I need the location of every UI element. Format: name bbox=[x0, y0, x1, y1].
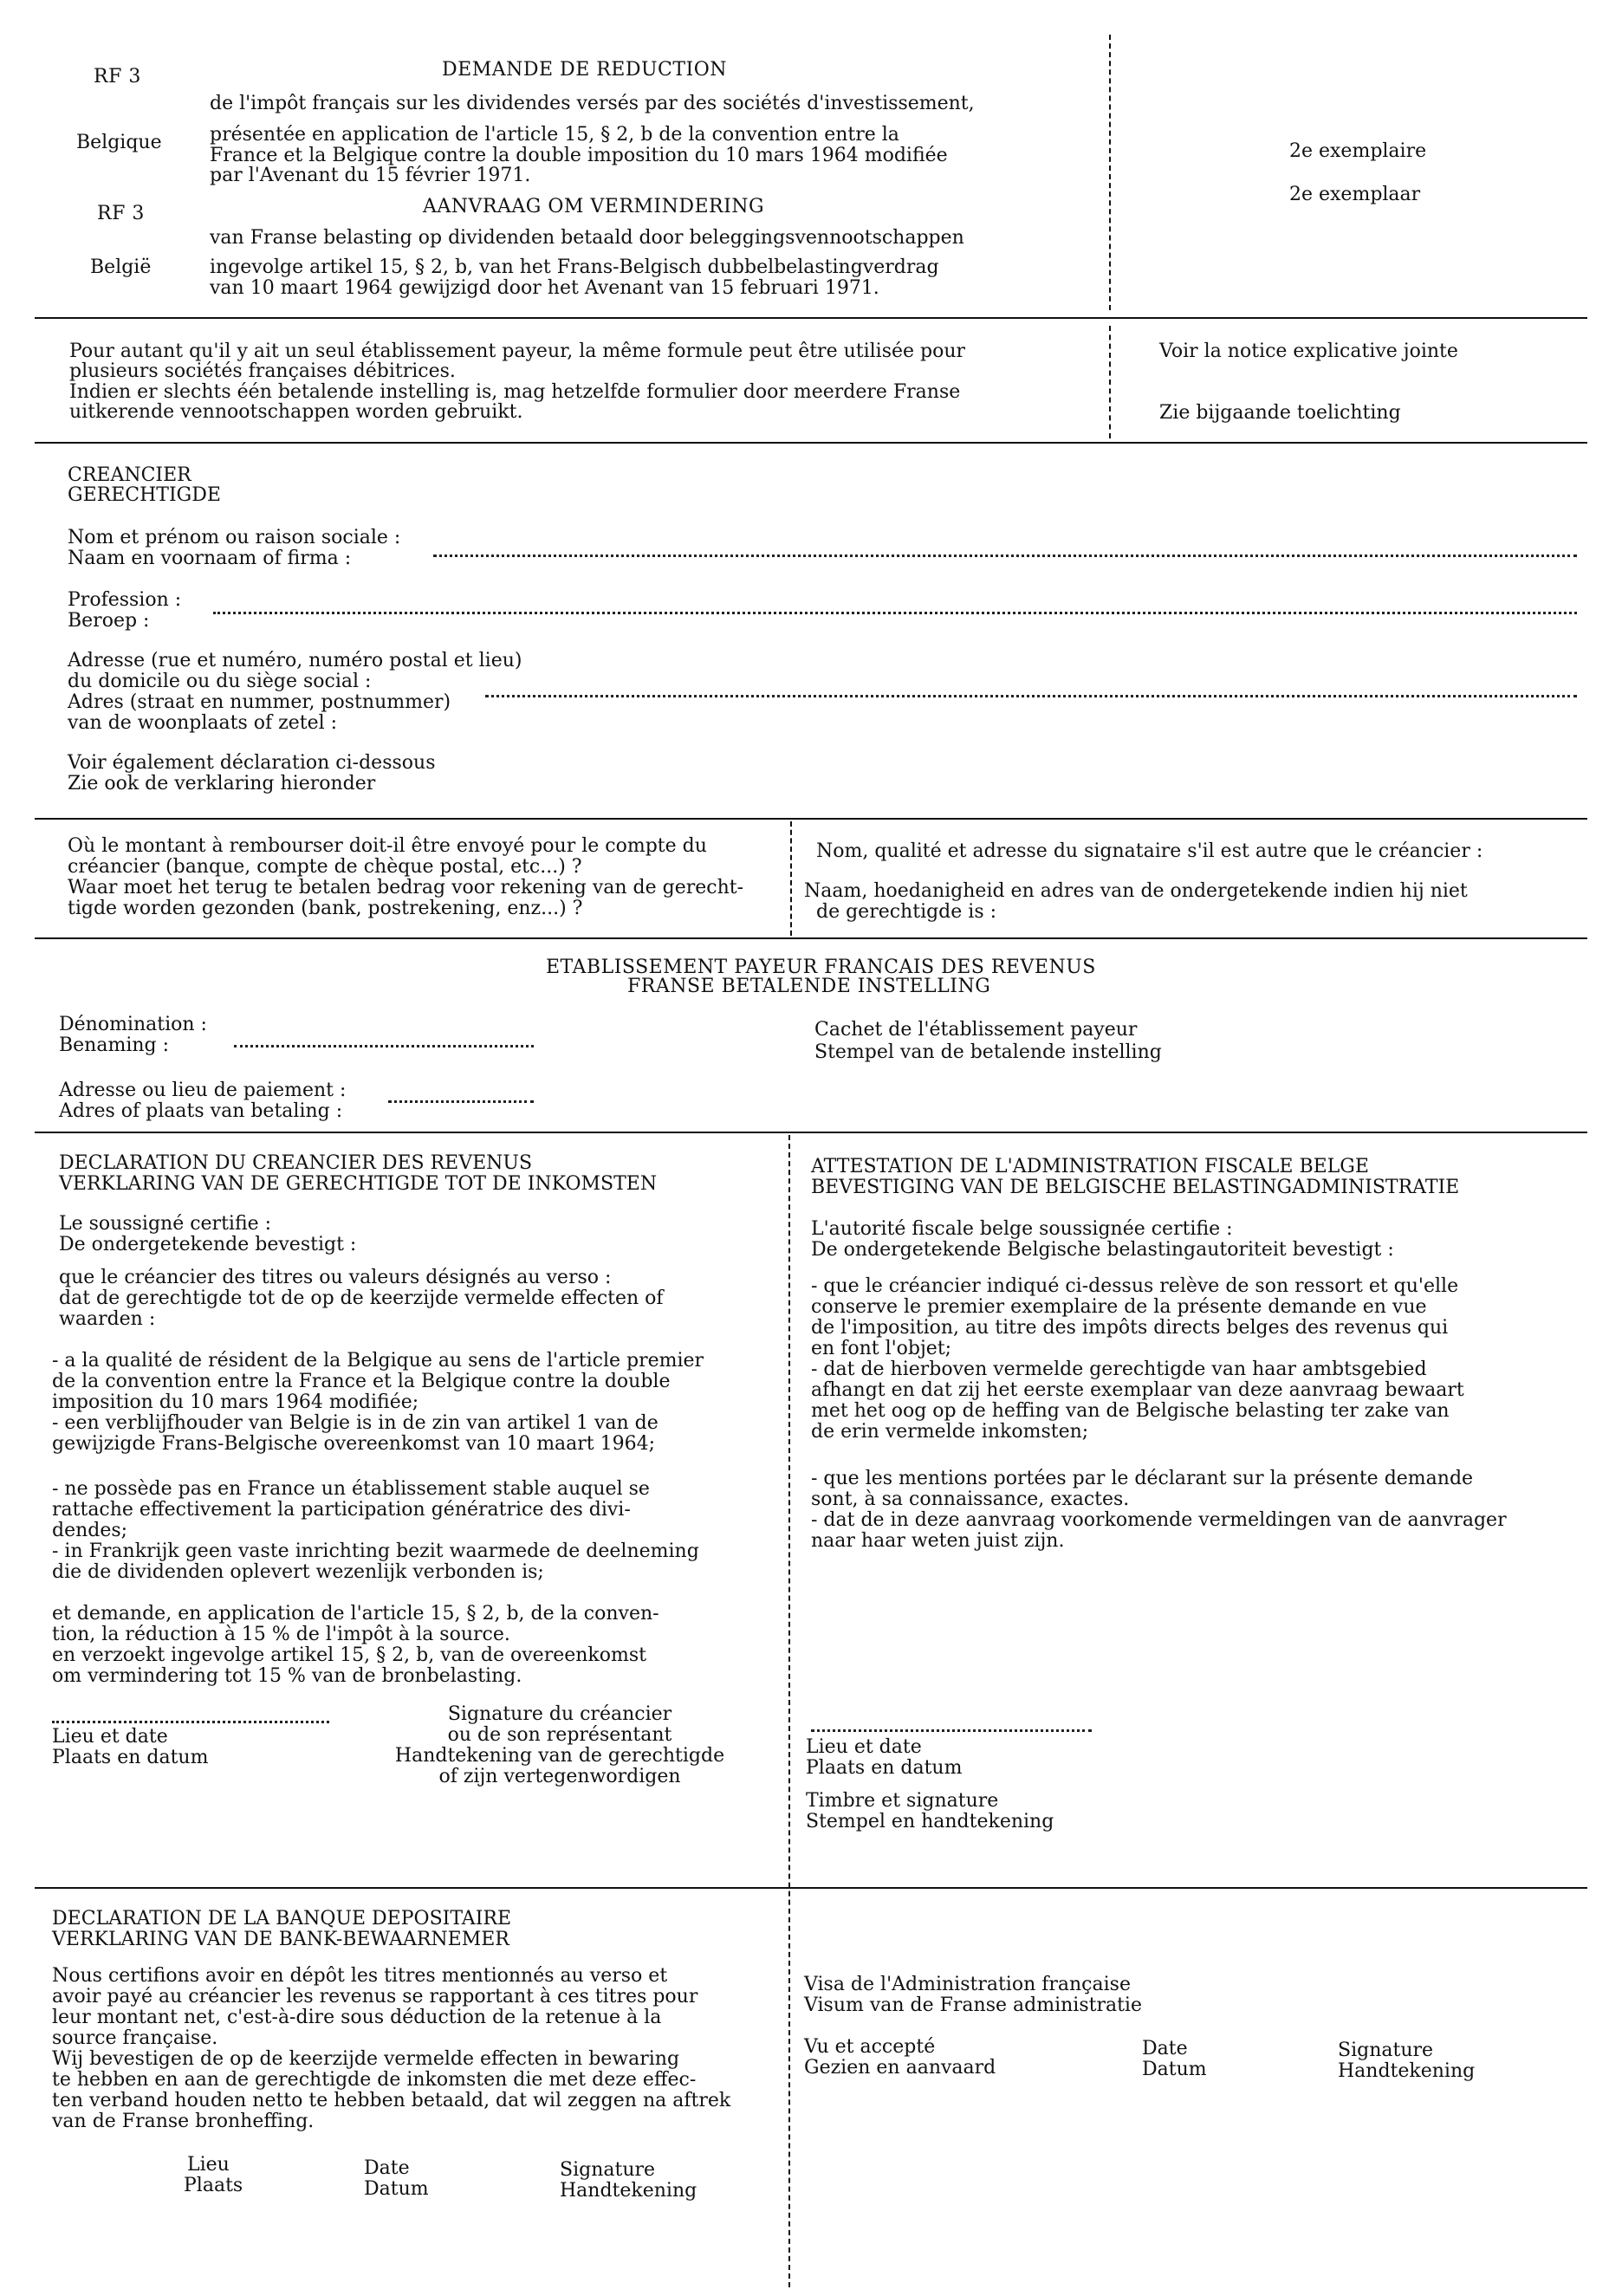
attestation-stamp-fr: Timbre et signature bbox=[806, 1790, 999, 1812]
declaration-e-1: et demande, en application de l'article 15, § 2, b, de la conven- bbox=[52, 1603, 659, 1625]
creditor-heading-fr: CREANCIER bbox=[68, 464, 191, 486]
attestation-heading-fr: ATTESTATION DE L'ADMINISTRATION FISCALE BELGE bbox=[811, 1156, 1369, 1177]
name-field[interactable] bbox=[433, 555, 1577, 557]
visa-heading-fr: Visa de l'Administration française bbox=[804, 1974, 1131, 1995]
rule-5 bbox=[35, 1132, 1587, 1133]
attestation-place-fr: Lieu et date bbox=[806, 1736, 922, 1758]
declaration-d-1: - ne possède pas en France un établissement stable auquel se bbox=[52, 1478, 650, 1500]
declaration-d-5: die de dividenden oplevert wezenlijk verbonden is; bbox=[52, 1561, 544, 1583]
nl-country: België bbox=[90, 256, 152, 278]
declaration-e-4: om vermindering tot 15 % van de bronbelasting. bbox=[52, 1665, 522, 1687]
copy-number-nl: 2e exemplaar bbox=[1289, 184, 1421, 205]
address-label-line-1: Adresse (rue et numéro, numéro postal et lieu) bbox=[68, 650, 522, 671]
declaration-d-3: dendes; bbox=[52, 1520, 128, 1541]
notice-line-4: uitkerende vennootschappen worden gebruikt. bbox=[69, 401, 523, 423]
rule-1 bbox=[35, 317, 1587, 319]
creditor-see-fr: Voir également déclaration ci-dessous bbox=[68, 752, 436, 774]
attestation-heading-nl: BEVESTIGING VAN DE BELGISCHE BELASTINGADMINISTRATIE bbox=[811, 1177, 1460, 1198]
payer-heading-fr: ETABLISSEMENT PAYEUR FRANCAIS DES REVENUS bbox=[546, 957, 1096, 978]
address-field[interactable] bbox=[485, 695, 1577, 697]
attestation-a-2: De ondergetekende Belgische belastingautoriteit bevestigt : bbox=[811, 1239, 1394, 1261]
signatory-line-4: de gerechtigde is : bbox=[816, 901, 997, 923]
payment-left-line-1: Où le montant à rembourser doit-il être envoyé pour le compte du bbox=[68, 835, 707, 857]
fr-header-line-4: par l'Avenant du 15 février 1971. bbox=[210, 165, 531, 186]
rule-3 bbox=[35, 818, 1587, 820]
attestation-b-2: conserve le premier exemplaire de la présente demande en vue bbox=[811, 1296, 1427, 1318]
declaration-c-3: imposition du 10 mars 1964 modifiée; bbox=[52, 1391, 419, 1413]
payment-divider bbox=[790, 821, 792, 936]
declaration-sign-3: Handtekening van de gerechtigde bbox=[394, 1745, 725, 1767]
fr-header-line-1: de l'impôt français sur les dividendes versés par des sociétés d'investissement, bbox=[210, 93, 975, 114]
declaration-e-3: en verzoekt ingevolge artikel 15, § 2, b, van de overeenkomst bbox=[52, 1644, 646, 1666]
fr-header-line-2: présentée en application de l'article 15, § 2, b de la convention entre la bbox=[210, 124, 899, 146]
attestation-b-4: en font l'objet; bbox=[811, 1338, 952, 1359]
denomination-label-nl: Benaming : bbox=[59, 1034, 170, 1056]
visa-signature-nl: Handtekening bbox=[1338, 2060, 1476, 2082]
bank-heading-fr: DECLARATION DE LA BANQUE DEPOSITAIRE bbox=[52, 1908, 512, 1930]
denomination-field[interactable] bbox=[234, 1045, 534, 1047]
declaration-d-2: rattache effectivement la participation génératrice des divi- bbox=[52, 1499, 631, 1521]
attestation-c-2: sont, à sa connaissance, exactes. bbox=[811, 1489, 1130, 1510]
nl-header-line-2: ingevolge artikel 15, § 2, b, van het Frans-Belgisch dubbelbelastingverdrag bbox=[210, 256, 939, 278]
attestation-place-field[interactable] bbox=[811, 1729, 1092, 1732]
nl-form-code: RF 3 bbox=[97, 203, 145, 224]
attestation-c-3: - dat de in deze aanvraag voorkomende vermeldingen van de aanvrager bbox=[811, 1509, 1507, 1531]
declaration-sign-2: ou de son représentant bbox=[447, 1724, 672, 1746]
bank-line-7: ten verband houden netto te hebben betaald, dat wil zeggen na aftrek bbox=[52, 2090, 731, 2111]
payment-place-label-nl: Adres of plaats van betaling : bbox=[59, 1100, 343, 1122]
declaration-c-4: - een verblijfhouder van Belgie is in de zin van artikel 1 van de bbox=[52, 1412, 659, 1434]
bank-date-fr: Date bbox=[364, 2157, 410, 2179]
payer-stamp-nl: Stempel van de betalende instelling bbox=[814, 1041, 1162, 1063]
notice-line-1: Pour autant qu'il y ait un seul établissement payeur, la même formule peut être utilisée pour bbox=[69, 341, 966, 362]
declaration-place-field[interactable] bbox=[52, 1721, 329, 1723]
creditor-heading-nl: GERECHTIGDE bbox=[68, 484, 221, 506]
profession-field[interactable] bbox=[213, 612, 1577, 614]
bank-place-fr: Lieu bbox=[187, 2154, 230, 2176]
payment-left-line-2: créancier (banque, compte de chèque postal, etc...) ? bbox=[68, 856, 582, 878]
bank-signature-fr: Signature bbox=[560, 2159, 656, 2181]
visa-date-nl: Datum bbox=[1142, 2059, 1207, 2080]
fr-form-title: DEMANDE DE REDUCTION bbox=[442, 59, 728, 81]
declaration-c-1: - a la qualité de résident de la Belgique au sens de l'article premier bbox=[52, 1350, 704, 1372]
visa-accepted-nl: Gezien en aanvaard bbox=[804, 2057, 996, 2079]
declaration-place-nl: Plaats en datum bbox=[52, 1747, 209, 1768]
visa-signature-fr: Signature bbox=[1338, 2040, 1434, 2061]
bank-line-5: Wij bevestigen de op de keerzijde vermelde effecten in bewaring bbox=[52, 2048, 680, 2070]
profession-label-nl: Beroep : bbox=[68, 610, 150, 632]
bank-line-4: source française. bbox=[52, 2027, 218, 2049]
attestation-b-7: met het oog op de heffing van de Belgische belasting ter zake van bbox=[811, 1400, 1450, 1422]
fr-country: Belgique bbox=[76, 132, 162, 153]
payment-left-line-3: Waar moet het terug te betalen bedrag voor rekening van de gerecht- bbox=[68, 877, 744, 898]
fr-header-line-3: France et la Belgique contre la double imposition du 10 mars 1964 modifiée bbox=[210, 145, 948, 166]
nl-form-title: AANVRAAG OM VERMINDERING bbox=[423, 196, 765, 217]
declaration-heading-nl: VERKLARING VAN DE GERECHTIGDE TOT DE INKOMSTEN bbox=[59, 1173, 658, 1195]
payment-place-field[interactable] bbox=[388, 1100, 534, 1103]
bank-signature-nl: Handtekening bbox=[560, 2180, 697, 2202]
attestation-a-1: L'autorité fiscale belge soussignée certifie : bbox=[811, 1218, 1233, 1240]
address-label-line-4: van de woonplaats of zetel : bbox=[68, 712, 338, 734]
attestation-b-3: de l'imposition, au titre des impôts directs belges des revenus qui bbox=[811, 1317, 1449, 1339]
declaration-a-1: Le soussigné certifie : bbox=[59, 1213, 272, 1235]
bank-line-1: Nous certifions avoir en dépôt les titres mentionnés au verso et bbox=[52, 1965, 668, 1987]
declaration-divider bbox=[788, 1135, 790, 2287]
bank-line-2: avoir payé au créancier les revenus se rapportant à ces titres pour bbox=[52, 1986, 698, 2007]
declaration-b-2: dat de gerechtigde tot de op de keerzijde vermelde effecten of bbox=[59, 1287, 664, 1309]
fr-form-code: RF 3 bbox=[94, 66, 141, 88]
bank-line-6: te hebben en aan de gerechtigde de inkomsten die met deze effec- bbox=[52, 2069, 697, 2091]
notice-line-3: Indien er slechts één betalende instelling is, mag hetzelfde formulier door meerdere Franse bbox=[69, 381, 961, 403]
rule-4 bbox=[35, 937, 1587, 939]
declaration-b-3: waarden : bbox=[59, 1308, 156, 1330]
name-label-nl: Naam en voornaam of firma : bbox=[68, 548, 352, 569]
visa-heading-nl: Visum van de Franse administratie bbox=[804, 1994, 1142, 2016]
visa-accepted-fr: Vu et accepté bbox=[804, 2036, 936, 2058]
denomination-label-fr: Dénomination : bbox=[59, 1014, 207, 1035]
bank-place-nl: Plaats bbox=[184, 2175, 243, 2196]
creditor-see-nl: Zie ook de verklaring hieronder bbox=[68, 773, 376, 795]
bank-line-3: leur montant net, c'est-à-dire sous déduction de la retenue à la bbox=[52, 2007, 662, 2028]
attestation-stamp-nl: Stempel en handtekening bbox=[806, 1811, 1054, 1832]
declaration-c-5: gewijzigde Frans-Belgische overeenkomst van 10 maart 1964; bbox=[52, 1433, 656, 1455]
name-label-fr: Nom et prénom ou raison sociale : bbox=[68, 527, 401, 548]
address-label-line-2: du domicile ou du siège social : bbox=[68, 671, 372, 692]
see-notice-fr: Voir la notice explicative jointe bbox=[1159, 341, 1458, 362]
copy-number-fr: 2e exemplaire bbox=[1289, 140, 1427, 162]
declaration-sign-4: of zijn vertegenwordigen bbox=[438, 1766, 681, 1787]
attestation-b-1: - que le créancier indiqué ci-dessus relève de son ressort et qu'elle bbox=[811, 1275, 1459, 1297]
see-notice-nl: Zie bijgaande toelichting bbox=[1159, 402, 1401, 424]
attestation-b-8: de erin vermelde inkomsten; bbox=[811, 1421, 1089, 1443]
bank-heading-nl: VERKLARING VAN DE BANK-BEWAARNEMER bbox=[52, 1929, 509, 1950]
declaration-sign-1: Signature du créancier bbox=[447, 1703, 672, 1725]
attestation-b-5: - dat de hierboven vermelde gerechtigde van haar ambtsgebied bbox=[811, 1359, 1427, 1380]
address-label-line-3: Adres (straat en nummer, postnummer) bbox=[68, 691, 451, 713]
payment-left-line-4: tigde worden gezonden (bank, postrekening, enz...) ? bbox=[68, 898, 583, 919]
bank-line-8: van de Franse bronheffing. bbox=[52, 2111, 315, 2132]
declaration-a-2: De ondergetekende bevestigt : bbox=[59, 1234, 357, 1255]
signatory-line-1: Nom, qualité et adresse du signataire s'il est autre que le créancier : bbox=[816, 840, 1483, 862]
nl-header-line-1: van Franse belasting op dividenden betaald door beleggingsvennootschappen bbox=[210, 227, 964, 249]
profession-label-fr: Profession : bbox=[68, 589, 182, 611]
declaration-c-2: de la convention entre la France et la Belgique contre la double bbox=[52, 1371, 671, 1392]
attestation-place-nl: Plaats en datum bbox=[806, 1757, 963, 1779]
visa-date-fr: Date bbox=[1142, 2038, 1188, 2059]
declaration-e-2: tion, la réduction à 15 % de l'impôt à la source. bbox=[52, 1624, 510, 1645]
attestation-c-4: naar haar weten juist zijn. bbox=[811, 1530, 1065, 1552]
bank-date-nl: Datum bbox=[364, 2178, 429, 2200]
signatory-line-3: Naam, hoedanigheid en adres van de ondergetekende indien hij niet bbox=[804, 880, 1468, 902]
rule-6 bbox=[35, 1887, 1587, 1889]
payment-place-label-fr: Adresse ou lieu de paiement : bbox=[59, 1080, 347, 1101]
header-divider bbox=[1109, 35, 1111, 310]
attestation-b-6: afhangt en dat zij het eerste exemplaar van deze aanvraag bewaart bbox=[811, 1379, 1464, 1401]
declaration-b-1: que le créancier des titres ou valeurs désignés au verso : bbox=[59, 1267, 612, 1288]
declaration-heading-fr: DECLARATION DU CREANCIER DES REVENUS bbox=[59, 1152, 533, 1174]
notice-line-2: plusieurs sociétés françaises débitrices. bbox=[69, 360, 456, 382]
declaration-d-4: - in Frankrijk geen vaste inrichting bezit waarmede de deelneming bbox=[52, 1540, 699, 1562]
declaration-place-fr: Lieu et date bbox=[52, 1726, 168, 1748]
rule-2 bbox=[35, 442, 1587, 444]
nl-header-line-3: van 10 maart 1964 gewijzigd door het Avenant van 15 februari 1971. bbox=[210, 277, 879, 299]
attestation-c-1: - que les mentions portées par le déclarant sur la présente demande bbox=[811, 1468, 1474, 1489]
payer-heading-nl: FRANSE BETALENDE INSTELLING bbox=[627, 976, 991, 997]
notice-divider bbox=[1109, 326, 1111, 438]
payer-stamp-fr: Cachet de l'établissement payeur bbox=[814, 1019, 1138, 1041]
